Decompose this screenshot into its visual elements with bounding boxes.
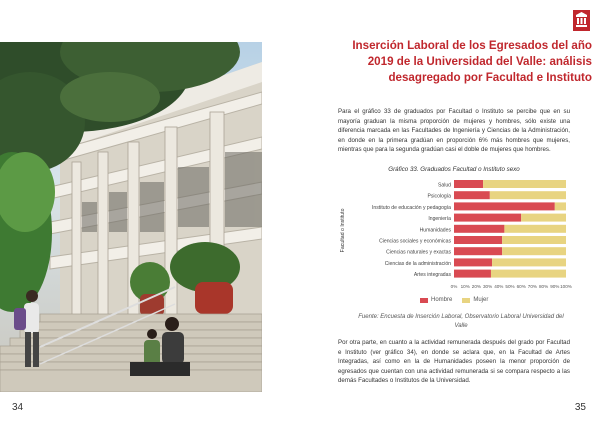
legend-item-mujer <box>462 297 488 303</box>
graduates-by-faculty-chart <box>338 176 572 296</box>
section-title: Inserción Laboral de los Egresados del año 2019 de la Universidad del Valle: análisis desagregado por Facultad e Instituto <box>352 39 592 84</box>
bar-hombre <box>454 214 521 222</box>
bar-hombre <box>454 191 490 199</box>
legend-item-hombre <box>420 297 452 303</box>
category-label: Instituto de educación y pedagogía <box>371 204 451 211</box>
bar-mujer <box>483 180 566 188</box>
x-tick-label: 80% <box>538 283 549 289</box>
x-tick-label: 70% <box>527 283 538 289</box>
x-tick-label: 20% <box>471 283 482 289</box>
bar-hombre <box>454 180 483 188</box>
chart-source: Fuente: Encuesta de Inserción Laboral, Observatorio Laboral Universidad del Valle <box>358 314 564 329</box>
x-tick-label: 90% <box>550 283 560 289</box>
legend-label-hombre: Hombre <box>431 297 453 303</box>
bar-mujer <box>521 214 566 222</box>
category-label: Psicología <box>427 193 451 200</box>
campus-building-illustration <box>0 42 262 392</box>
right-page <box>300 0 600 425</box>
y-axis-title: Facultad o Instituto <box>340 208 346 253</box>
x-tick-label: 50% <box>505 283 515 289</box>
x-tick-label: 100% <box>560 283 572 289</box>
bar-mujer <box>491 270 566 278</box>
x-tick-label: 0% <box>450 283 458 289</box>
bar-hombre <box>454 258 492 266</box>
bar-hombre <box>454 270 491 278</box>
bar-hombre <box>454 236 502 244</box>
legend-swatch-mujer <box>462 298 470 303</box>
bar-mujer <box>502 236 566 244</box>
bar-hombre <box>454 202 555 210</box>
x-tick-label: 60% <box>516 283 526 289</box>
chart-legend <box>420 297 488 303</box>
x-tick-label: 10% <box>460 283 470 289</box>
category-label: Salud <box>437 182 451 189</box>
bar-mujer <box>492 258 566 266</box>
category-label: Ciencias naturales y exactas <box>386 249 451 256</box>
category-label: Ciencias de la administración <box>384 260 451 267</box>
bar-hombre <box>454 225 504 233</box>
second-paragraph: Por otra parte, en cuanto a la actividad remunerada después del grado por Facultad e Instituto (ver gráfico 34), en donde se aclara que, en la Facultad de Artes Integradas, así como en la de Humanidades poseen la menor proporción de egresados que cuentan con una actividad remunerada si se compara respecto a las demás Facultades o Institutos de la Universidad. <box>338 339 570 385</box>
category-label: Ciencias sociales y económicas <box>379 238 451 245</box>
university-logo-icon <box>573 10 590 31</box>
page-number-right: 35 <box>574 402 586 413</box>
page-number-left: 34 <box>12 402 24 413</box>
chart-caption: Gráfico 33. Graduados Facultad o Instituto sexo <box>388 166 520 173</box>
intro-paragraph: Para el gráfico 33 de graduados por Facultad o Instituto se percibe que en su mayoría graduan la misma proporción de mujeres y hombres, sólo existe una diferencia marcada en las Facultades de Ingeniería y Ciencias de la Administración, en donde en la primera gradúan en proporción 6% más hombres que mujeres, mientras que para la segunda gradúan casi el doble de mujeres que hombres. <box>338 108 570 154</box>
bar-mujer <box>555 202 566 210</box>
category-label: Humanidades <box>419 227 451 234</box>
x-tick-label: 40% <box>494 283 504 289</box>
bar-mujer <box>490 191 566 199</box>
category-label: Ingeniería <box>428 216 451 223</box>
bar-mujer <box>502 247 566 255</box>
campus-building-photo <box>0 42 262 392</box>
bar-mujer <box>504 225 566 233</box>
category-label: Artes integradas <box>413 272 451 279</box>
bar-hombre <box>454 247 502 255</box>
legend-label-mujer: Mujer <box>473 297 489 303</box>
legend-swatch-hombre <box>420 298 428 303</box>
x-tick-label: 30% <box>482 283 493 289</box>
